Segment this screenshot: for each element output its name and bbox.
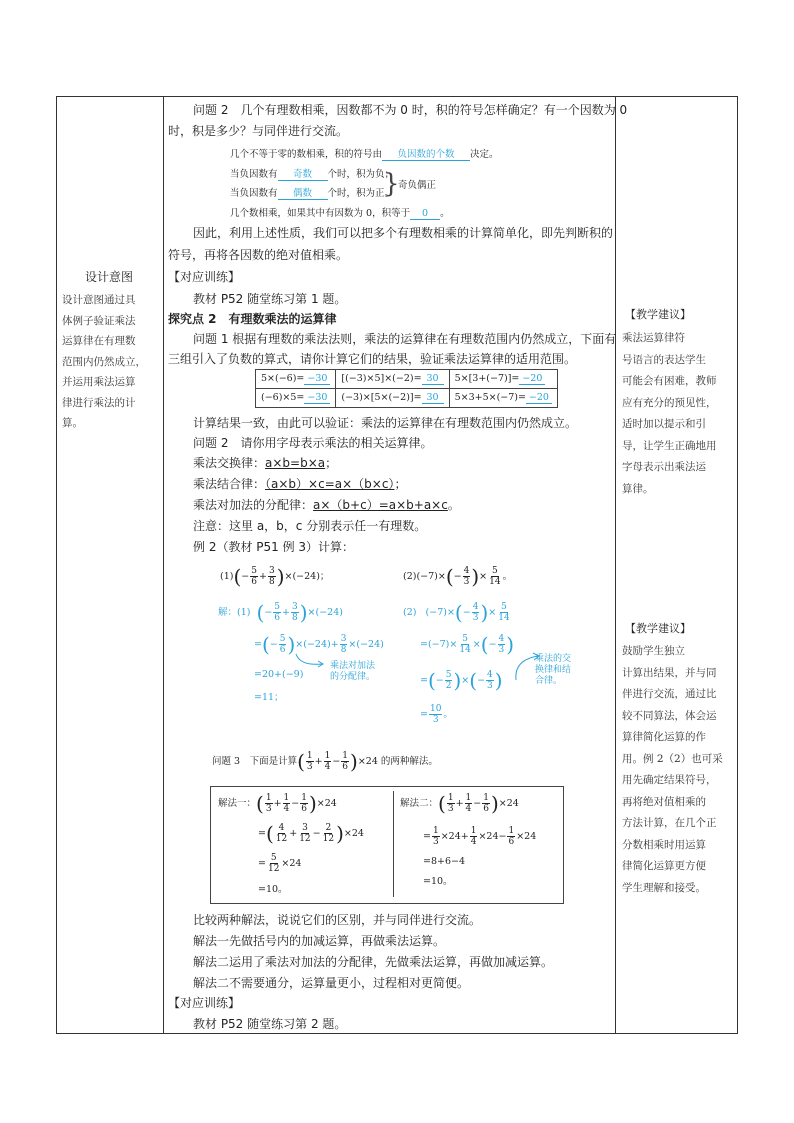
table-cell: 5×[3+(−7)]= −20 (449, 370, 557, 389)
solution-2-line-4: = $\frac{10}{3}$ 。 (420, 704, 453, 725)
teaching-suggestion-text-1 (622, 328, 717, 500)
design-intent-heading: 设计意图 (85, 270, 134, 284)
solution-1-line-3: =20+(−9) (254, 669, 304, 680)
answer-zero-rule: 几个数相乘，如果其中有因数为 0，积等于 0 。 (230, 208, 450, 219)
method-1-description: 解法一先做括号内的加减运算，再做乘法运算。 (193, 934, 446, 948)
design-intent-line: 设计意图通过具 (62, 294, 136, 306)
method-1-line-1: 解法一：( $\frac{1}{3}$ + $\frac{1}{4}$ − $\frac{1}{6}$ )×24 (218, 791, 337, 816)
teaching-suggestion-line: 算律简化运算的作 (622, 731, 706, 743)
teaching-suggestion-line: 学生理解和接受。 (622, 881, 706, 894)
teaching-suggestion-line: 号语言的表达学生 (622, 353, 706, 366)
question-2-line-2: 时，积是多少？与同伴进行交流。 (168, 124, 349, 138)
design-intent-line: 运算律在有理数 (62, 335, 136, 347)
teaching-suggestion-line: 导，让学生正确地用 (622, 439, 717, 452)
teaching-suggestion-line: 字母表示出乘法运 (622, 461, 706, 473)
arrow-icon (292, 652, 332, 672)
table-cell: (−3)×[5×(−2)]= 30 (336, 389, 449, 408)
design-intent-text (62, 290, 146, 434)
question-1-line-1: 问题 1 根据有理数的乘法法则，乘法的运算律在有理数范围内仍然成立，下面有 (193, 332, 617, 346)
table-cell: [(−3)×5]×(−2)= 30 (336, 370, 449, 389)
design-intent-line: 算。 (62, 417, 83, 429)
teaching-suggestion-line: 计算出结果，并与同 (622, 666, 717, 679)
methods-divider (393, 791, 394, 897)
teaching-suggestion-line: 适时加以提示和引 (622, 418, 706, 430)
practice-text-1: 教材 P52 随堂练习第 1 题。 (193, 292, 347, 306)
solution-1-line-2: =(− $\frac{5}{6}$ )×(−24)+ $\frac{3}{8}$ ×(−24) (254, 632, 384, 657)
answer-sign-rule: 几个不等于零的数相乘，积的符号由 负因数的个数 决定。 (230, 146, 499, 161)
method-2-line-3: =8+6−4 (423, 856, 466, 867)
design-intent-line: 并运用乘法运算 (62, 376, 136, 388)
teaching-suggestion-line: 乘法运算律符 (622, 332, 685, 344)
question-1-line-2: 三组引入了负数的算式，请你计算它们的结果，验证乘法运算律的适用范围。 (168, 352, 577, 366)
example-problem-1: (1)(− $\frac{5}{6}$ + $\frac{3}{8}$ )×(−24)； (220, 564, 330, 589)
table-row (256, 389, 558, 408)
solution-2-annotation: 乘法的交 换律和结 合律。 (535, 654, 572, 686)
column-divider-right (615, 97, 616, 1033)
solution-2-line-3: =(− $\frac{5}{2}$ )×(− $\frac{4}{3}$ ) (420, 668, 503, 693)
method-1-line-4: =10。 (258, 884, 288, 895)
teaching-suggestion-heading-2: 【教学建议】 (625, 622, 691, 635)
table-cell: (−6)×5= −30 (256, 389, 336, 408)
teaching-suggestion-line: 可能会有困难，教师 (622, 375, 717, 387)
compare-text: 比较两种解法，说说它们的区别，并与同伴进行交流。 (193, 913, 482, 927)
teaching-suggestion-heading-1: 【教学建议】 (625, 308, 691, 321)
associative-law: 乘法结合律：（a×b）×c=a×（b×c）； (193, 477, 407, 491)
method-1-line-3: = $\frac{5}{12}$ ×24 (258, 853, 302, 874)
question-2-line-1: 问题 2 几个有理数相乘，因数都不为 0 时，积的符号怎样确定？有一个因数为 0 (193, 103, 628, 117)
teaching-suggestion-line: 算律。 (622, 482, 654, 495)
explore-point-2-heading: 探究点 2 有理数乘法的运算律 (168, 312, 337, 326)
method-2-line-4: =10。 (423, 876, 453, 887)
method-2-line-2: = $\frac{1}{3}$ ×24+ $\frac{1}{4}$ ×24− $\frac{1}{6}$ ×24 (423, 826, 537, 847)
teaching-suggestion-text-2 (622, 641, 723, 899)
teaching-suggestion-line: 鼓励学生独立 (622, 645, 685, 657)
example-problem-2: (2)(−7)×(− $\frac{4}{3}$ )× $\frac{5}{14}$ 。 (403, 564, 513, 589)
teaching-suggestion-line: 应有充分的预见性， (622, 396, 717, 409)
brace-note: 奇负偶正 (398, 180, 437, 191)
note-text: 注意：这里 a，b，c 分别表示任一有理数。 (193, 519, 427, 533)
teaching-suggestion-line: 较不同算法，体会运 (622, 709, 717, 722)
method-2-description: 解法二运用了乘法对加法的分配律，先做乘法运算，再做加减运算。 (193, 955, 554, 969)
solution-1-annotation: 乘法对加法 的分配律。 (330, 661, 376, 682)
design-intent-line: 体例子验证乘法 (62, 314, 136, 327)
question-3: 问题 3 下面是计算( $\frac{1}{3}$ + $\frac{1}{4}$ − $\frac{1}{6}$ )×24 的两种解法。 (212, 749, 438, 774)
therefore-line-2: 符号，再将各因数的绝对值相乘。 (168, 248, 349, 262)
teaching-suggestion-line: 用先确定结果符号， (622, 774, 717, 786)
method-2-description-2: 解法二不需要通分，运算量更小，过程相对更简便。 (193, 976, 470, 990)
teaching-suggestion-line: 伴进行交流，通过比 (622, 688, 717, 700)
verify-text: 计算结果一致，由此可以验证：乘法的运算律在有理数范围内仍然成立。 (193, 416, 578, 430)
commutative-law: 乘法交换律：a×b=b×a； (193, 456, 338, 470)
teaching-suggestion-line: 分数相乘时用运算 (622, 838, 706, 851)
design-intent-line: 律进行乘法的计 (62, 396, 136, 409)
teaching-suggestion-line: 律简化运算更方便 (622, 860, 706, 872)
practice-text-2: 教材 P52 随堂练习第 2 题。 (193, 1017, 347, 1031)
design-intent-line: 范围内仍然成立， (62, 355, 146, 368)
question-2b: 问题 2 请你用字母表示乘法的相关运算律。 (193, 436, 433, 450)
method-2-line-1: 解法二：( $\frac{1}{3}$ + $\frac{1}{4}$ − $\frac{1}{6}$ )×24 (400, 791, 519, 816)
therefore-line-1: 因此，利用上述性质，我们可以把多个有理数相乘的计算简单化，即先判断积的 (193, 226, 614, 240)
teaching-suggestion-line: 方法计算，在几个正 (622, 817, 717, 829)
solution-1-line-4: =11； (254, 692, 284, 703)
distributive-law: 乘法对加法的分配律：a×（b+c）=a×b+a×c。 (193, 498, 460, 512)
practice-heading-2: 【对应训练】 (168, 996, 241, 1010)
solution-1-line-1: 解：(1) (− $\frac{5}{6}$ + $\frac{3}{8}$ )×(−24) (218, 600, 343, 625)
law-verification-table (255, 369, 558, 408)
table-cell: 5×(−6)= −30 (256, 370, 336, 389)
column-divider-left (163, 97, 164, 1033)
teaching-suggestion-line: 用。例 2（2）也可采 (622, 752, 723, 765)
example-2-heading: 例 2（教材 P51 例 3）计算： (193, 540, 355, 554)
brace-icon: } (383, 169, 400, 199)
practice-heading-1: 【对应训练】 (168, 270, 241, 284)
solution-2-line-2: =(−7)× $\frac{5}{14}$ ×(− $\frac{4}{3}$ ) (420, 632, 515, 657)
answer-odd-rule: 当负因数有 奇数 个时，积为负； (230, 166, 394, 181)
table-row (256, 370, 558, 389)
teaching-suggestion-line: 再将绝对值相乘的 (622, 795, 706, 808)
solution-2-line-1: (2) (−7)×(− $\frac{4}{3}$ )× $\frac{5}{14}$ (403, 600, 510, 625)
method-1-line-2: =( $\frac{4}{12}$ + $\frac{3}{12}$ − $\frac{2}{12}$ )×24 (258, 821, 364, 846)
table-cell: 5×3+5×(−7)= −20 (449, 389, 557, 408)
answer-even-rule: 当负因数有 偶数 个时，积为正。 (230, 185, 394, 200)
